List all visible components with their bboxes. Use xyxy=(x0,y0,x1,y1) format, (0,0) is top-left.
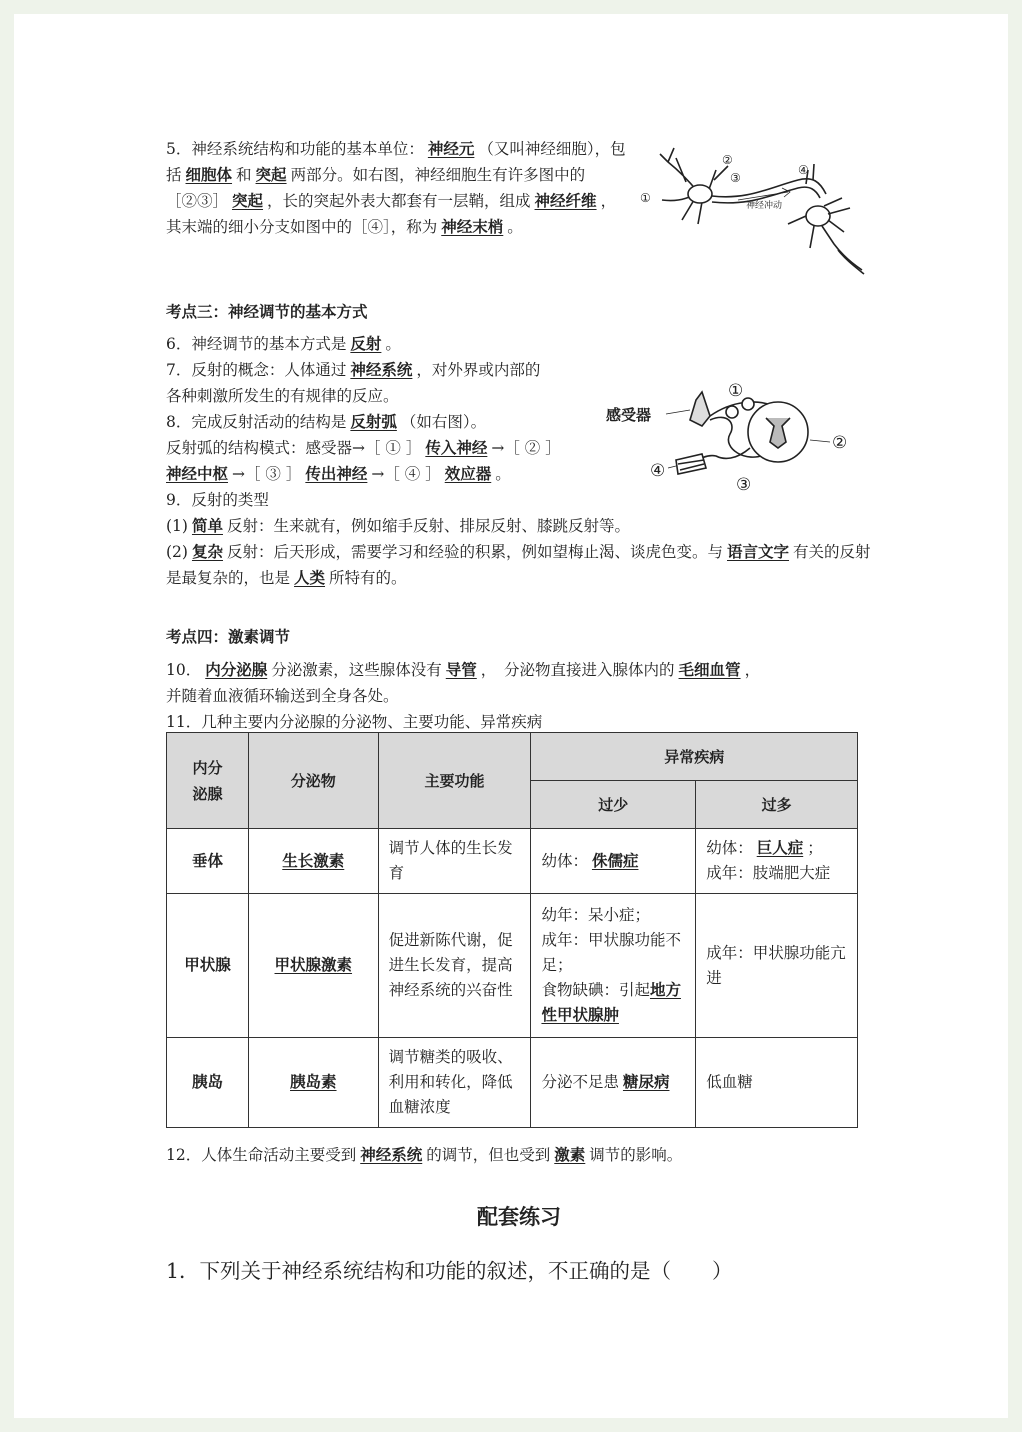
text: ，长的突起外表大都套有一层鞘，组成 xyxy=(267,192,531,210)
reflex-label-4: ④ xyxy=(650,461,666,481)
neuron-label-2: ② xyxy=(722,153,733,167)
question-1: 1．下列关于神经系统结构和功能的叙述，不正确的是（ ） xyxy=(166,1259,733,1283)
page xyxy=(14,14,1008,1418)
cell-less xyxy=(531,1038,696,1128)
text: 有关的反射是最复杂的，也是 xyxy=(166,543,871,587)
text: （又叫神经细胞），包括 xyxy=(166,140,626,184)
cell-function: 促进新陈代谢，促进生长发育，提高神经系统的兴奋性 xyxy=(378,894,531,1038)
neuron-diagram xyxy=(638,140,868,280)
text: (2) xyxy=(166,543,188,561)
table-row xyxy=(167,894,858,1038)
line-10b xyxy=(166,683,872,709)
header-more: 过多 xyxy=(696,781,858,829)
text: ， xyxy=(744,661,761,679)
table-row xyxy=(167,1038,858,1128)
text: 并随着血液循环输送到全身各处。 xyxy=(166,687,399,705)
text: ，其末端的细小分支如图中的［④］，称为 xyxy=(166,192,617,236)
heading-3: 考点三：神经调节的基本方式 xyxy=(166,303,368,321)
text: 8．完成反射活动的结构是 xyxy=(166,413,347,431)
answer: 效应器 xyxy=(444,465,492,483)
cell-secretion: 生长激素 xyxy=(248,829,378,894)
header-gland: 内分 泌腺 xyxy=(167,733,249,829)
neuron-label-4: ④ xyxy=(798,163,809,177)
text: 反射：生来就有，例如缩手反射、排尿反射、膝跳反射等。 xyxy=(226,517,630,535)
text: 。 xyxy=(507,218,523,236)
table-header-row xyxy=(167,733,858,781)
text: 幼年：呆小症； xyxy=(541,906,650,924)
answer: 神经中枢 xyxy=(166,465,229,483)
answer: 神经末梢 xyxy=(441,218,504,236)
line-9-1 xyxy=(166,513,872,539)
answer: 突起 xyxy=(255,166,287,184)
cell-less xyxy=(531,894,696,1038)
neuron-label-3: ③ xyxy=(730,171,741,185)
answer: 激素 xyxy=(554,1146,586,1164)
exercise-title: 配套练习 xyxy=(477,1205,561,1229)
answer: 神经系统 xyxy=(350,361,413,379)
answer: 反射 xyxy=(350,335,382,353)
cell-gland: 垂体 xyxy=(167,829,249,894)
text: ； xyxy=(807,839,823,857)
answer: 地方性甲状腺肿 xyxy=(541,981,681,1024)
text: 6．神经调节的基本方式是 xyxy=(166,335,347,353)
header-less: 过少 xyxy=(531,781,696,829)
gland-table xyxy=(166,732,858,1128)
text: 各种刺激所发生的有规律的反应。 xyxy=(166,387,399,405)
cell-secretion: 胰岛素 xyxy=(248,1038,378,1128)
header-function: 主要功能 xyxy=(378,733,531,829)
answer: 传出神经 xyxy=(305,465,368,483)
text: 。 xyxy=(495,465,511,483)
text: →［ ③ ］ xyxy=(232,465,302,483)
reflex-label-3: ③ xyxy=(736,475,752,494)
section-5 xyxy=(166,136,626,240)
reflex-label-2: ② xyxy=(832,433,848,453)
text: →［ ② ］ xyxy=(491,439,561,457)
text: 两部分。如右图，神经细胞生有许多图中的［②③］ xyxy=(166,166,586,210)
text: →［ ④ ］ xyxy=(371,465,441,483)
text: 分泌激素，这些腺体没有 xyxy=(271,661,442,679)
answer: 复杂 xyxy=(191,543,223,561)
answer: 语言文字 xyxy=(727,543,790,561)
text: (1) xyxy=(166,517,188,535)
table-row xyxy=(167,829,858,894)
line-6 xyxy=(166,331,872,357)
text: （如右图）。 xyxy=(400,413,487,431)
text: 反射弧的结构模式：感受器→［ ① ］ xyxy=(166,439,422,457)
cell-gland: 甲状腺 xyxy=(167,894,249,1038)
cell-more: 低血糖 xyxy=(696,1038,858,1128)
header-secretion: 分泌物 xyxy=(248,733,378,829)
answer: 传入神经 xyxy=(425,439,488,457)
text: 调节的影响。 xyxy=(589,1146,683,1164)
text: 9．反射的类型 xyxy=(166,491,269,509)
text: 12．人体生命活动主要受到 xyxy=(166,1146,357,1164)
neuron-arrow-text: 神经冲动 xyxy=(746,201,783,211)
cell-function: 调节糖类的吸收、利用和转化，降低血糖浓度 xyxy=(378,1038,531,1128)
answer: 反射弧 xyxy=(350,413,397,431)
cell-secretion: 甲状腺激素 xyxy=(248,894,378,1038)
answer: 内分泌腺 xyxy=(205,661,268,679)
neuron-label-1: ① xyxy=(640,191,651,205)
text: 。 xyxy=(385,335,401,353)
text: 食物缺碘：引起 xyxy=(541,981,650,999)
answer: 细胞体 xyxy=(185,166,233,184)
text: 和 xyxy=(236,166,252,184)
heading-4: 考点四：激素调节 xyxy=(166,628,291,646)
text: 的调节，但也受到 xyxy=(426,1146,551,1164)
reflex-arc-diagram xyxy=(606,364,856,494)
answer: 神经元 xyxy=(427,140,475,158)
text: 10． xyxy=(166,661,202,679)
answer: 糖尿病 xyxy=(622,1073,670,1091)
section-10-11 xyxy=(166,657,872,735)
text: 幼体： xyxy=(541,851,588,870)
answer: 简单 xyxy=(191,517,223,535)
cell-less xyxy=(531,829,696,894)
cell-function: 调节人体的生长发育 xyxy=(378,829,531,894)
answer: 导管 xyxy=(445,661,477,679)
text: ， 分泌物直接进入腺体内的 xyxy=(480,661,675,679)
cell-more: 成年：甲状腺功能亢进 xyxy=(696,894,858,1038)
cell-more xyxy=(696,829,858,894)
receptor-label: 感受器 xyxy=(606,406,652,424)
answer: 巨人症 xyxy=(756,839,804,857)
answer: 神经系统 xyxy=(360,1146,423,1164)
answer: 人类 xyxy=(294,569,326,587)
answer: 毛细血管 xyxy=(678,661,741,679)
line-12 xyxy=(166,1142,872,1168)
line-11: 11．几种主要内分泌腺的分泌物、主要功能、异常疾病 xyxy=(166,713,543,731)
cell-gland: 胰岛 xyxy=(167,1038,249,1128)
text: 成年：肢端肥大症 xyxy=(706,864,831,882)
answer: 突起 xyxy=(232,192,264,210)
answer: 神经纤维 xyxy=(534,192,597,210)
text: ，对外界或内部的 xyxy=(416,361,541,379)
text: 5．神经系统结构和功能的基本单位： xyxy=(166,140,424,158)
answer: 侏儒症 xyxy=(591,851,639,870)
text: 分泌不足患 xyxy=(541,1073,619,1091)
reflex-label-1: ① xyxy=(728,381,744,401)
text: 成年：甲状腺功能不足； xyxy=(541,931,681,974)
line-10 xyxy=(166,657,872,683)
text: 所特有的。 xyxy=(329,569,407,587)
text: 幼体： xyxy=(706,839,753,857)
line-9-2 xyxy=(166,539,872,591)
paragraph-5 xyxy=(166,136,626,240)
text: 7．反射的概念：人体通过 xyxy=(166,361,347,379)
header-abnormal: 异常疾病 xyxy=(531,733,858,781)
text: 反射：后天形成，需要学习和经验的积累，例如望梅止渴、谈虎色变。与 xyxy=(226,543,723,561)
